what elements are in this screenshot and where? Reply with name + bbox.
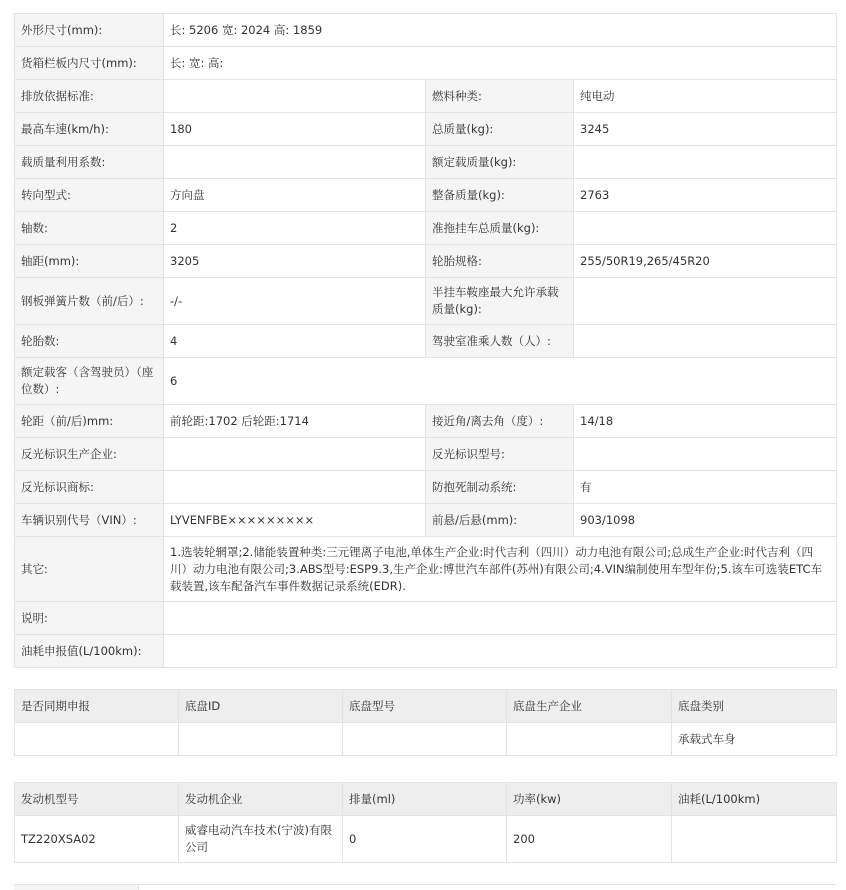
rated-load-label: 额定载质量(kg): [426, 146, 574, 179]
load-coef-value [164, 146, 426, 179]
tire-spec-label: 轮胎规格: [426, 245, 574, 278]
engine-cell [672, 816, 837, 863]
axles-value: 2 [164, 212, 426, 245]
vin-value: LYVENFBE××××××××× [164, 504, 426, 537]
spring-label: 钢板弹簧片数（前/后）: [15, 278, 164, 325]
track-value: 前轮距:1702 后轮距:1714 [164, 405, 426, 438]
reflect-mfr-label: 反光标识生产企业: [15, 438, 164, 471]
spring-value: -/- [164, 278, 426, 325]
chassis-table [14, 689, 837, 756]
dims-value: 长: 5206 宽: 2024 高: 1859 [164, 14, 837, 47]
steering-value: 方向盘 [164, 179, 426, 212]
steering-label: 转向型式: [15, 179, 164, 212]
tires-label: 轮胎数: [15, 325, 164, 358]
engine-cell: 200 [507, 816, 672, 863]
overhang-value: 903/1098 [574, 504, 837, 537]
chassis-header: 底盘生产企业 [507, 690, 672, 723]
engine-cell: TZ220XSA02 [15, 816, 179, 863]
reflect-mfr-value [164, 438, 426, 471]
chassis-header: 底盘ID [179, 690, 343, 723]
engine-table [14, 782, 837, 863]
emission-label: 排放依据标准: [15, 80, 164, 113]
cab-value [574, 325, 837, 358]
chassis-header: 是否同期申报 [15, 690, 179, 723]
engine-header: 功率(kw) [507, 783, 672, 816]
load-coef-label: 载质量利用系数: [15, 146, 164, 179]
tire-spec-value: 255/50R19,265/45R20 [574, 245, 837, 278]
overhang-label: 前悬/后悬(mm): [426, 504, 574, 537]
angle-value: 14/18 [574, 405, 837, 438]
curb-label: 整备质量(kg): [426, 179, 574, 212]
other-label: 其它: [15, 537, 164, 602]
vin-label: 车辆识别代号（VIN）: [15, 504, 164, 537]
chassis-header: 底盘型号 [343, 690, 507, 723]
next-table-edge [14, 884, 836, 890]
wheelbase-value: 3205 [164, 245, 426, 278]
reflect-brand-value [164, 471, 426, 504]
fuel-label: 燃料种类: [426, 80, 574, 113]
track-label: 轮距（前/后)mm: [15, 405, 164, 438]
abs-label: 防抱死制动系统: [426, 471, 574, 504]
engine-header: 油耗(L/100km) [672, 783, 837, 816]
total-mass-value: 3245 [574, 113, 837, 146]
chassis-cell [343, 723, 507, 756]
reflect-brand-label: 反光标识商标: [15, 471, 164, 504]
chassis-cell [179, 723, 343, 756]
saddle-value [574, 278, 837, 325]
fuel-value: 纯电动 [574, 80, 837, 113]
tires-value: 4 [164, 325, 426, 358]
engine-header: 发动机型号 [15, 783, 179, 816]
cargo-label: 货箱栏板内尺寸(mm): [15, 47, 164, 80]
engine-header: 排量(ml) [343, 783, 507, 816]
cab-label: 驾驶室准乘人数（人）: [426, 325, 574, 358]
fuel-report-label: 油耗申报值(L/100km): [15, 635, 164, 668]
note-label: 说明: [15, 602, 164, 635]
spec-table [14, 13, 837, 668]
speed-label: 最高车速(km/h): [15, 113, 164, 146]
passengers-value: 6 [164, 358, 837, 405]
curb-value: 2763 [574, 179, 837, 212]
chassis-cell [507, 723, 672, 756]
emission-value [164, 80, 426, 113]
chassis-cell [15, 723, 179, 756]
dims-label: 外形尺寸(mm): [15, 14, 164, 47]
total-mass-label: 总质量(kg): [426, 113, 574, 146]
engine-header: 发动机企业 [179, 783, 343, 816]
passengers-label: 额定载客（含驾驶员）（座位数）: [15, 358, 164, 405]
trailer-value [574, 212, 837, 245]
fuel-report-value [164, 635, 837, 668]
angle-label: 接近角/离去角（度）: [426, 405, 574, 438]
saddle-label: 半挂车鞍座最大允许承载质量(kg): [426, 278, 574, 325]
speed-value: 180 [164, 113, 426, 146]
wheelbase-label: 轴距(mm): [15, 245, 164, 278]
chassis-header: 底盘类别 [672, 690, 837, 723]
axles-label: 轴数: [15, 212, 164, 245]
engine-cell: 0 [343, 816, 507, 863]
trailer-label: 准拖挂车总质量(kg): [426, 212, 574, 245]
rated-load-value [574, 146, 837, 179]
abs-value: 有 [574, 471, 837, 504]
other-value: 1.选装轮辋罩;2.储能装置种类:三元锂离子电池,单体生产企业:时代吉利（四川）动力电池有限公司;总成生产企业:时代吉利（四川）动力电池有限公司;3.ABS型号:ESP9.3,生产企业:博世汽车部件(苏州)有限公司;4.VIN编制使用车型年份;5.该车可选装ETC车载装置,该车配备汽车事件数据记录系统(EDR). [164, 537, 837, 602]
cargo-value: 长: 宽: 高: [164, 47, 837, 80]
reflect-model-label: 反光标识型号: [426, 438, 574, 471]
chassis-cell: 承载式车身 [672, 723, 837, 756]
next-table-header-cell [14, 885, 139, 890]
note-value [164, 602, 837, 635]
engine-cell: 威睿电动汽车技术(宁波)有限公司 [179, 816, 343, 863]
reflect-model-value [574, 438, 837, 471]
